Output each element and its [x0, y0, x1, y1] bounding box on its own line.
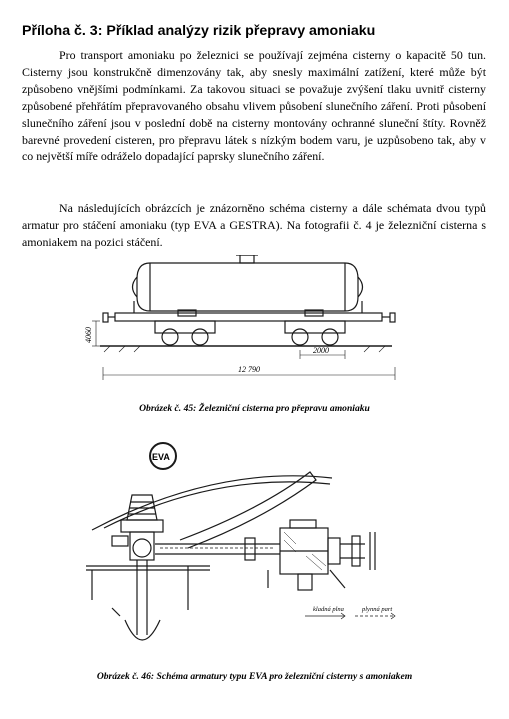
flow-label-gas: plynná part	[362, 606, 393, 613]
figure-46-caption: Obrázek č. 46: Schéma armatury typu EVA pro železniční cisterny s amoniakem	[96, 671, 413, 682]
eva-logo-text: EVA	[152, 452, 170, 462]
figure-45-caption: Obrázek č. 45: Železniční cisterna pro přepravu amoniaku	[139, 403, 370, 414]
paragraph-1: Pro transport amoniaku po železnici se používají zejména cisterny o kapacitě 50 tun. Cisterny jsou konstrukčně dimenzovány tak, aby snesly maximální zatížení, které může být způsobeno vnějšími podmínkami. Za takovou situaci se považuje zvýšení tlaku uvnitř cisterny způsobené přehřátím přepravovaného obsahu vlivem působení slunečního záření. Proti působení slunečního záření jsou v poslední době na cisterny montovány ochranné sluneční štíty. Rovněž barevné provedení cisteren, pro přepravu látek s nízkým bodem varu, je uzpůsobeno tak, aby v co největší míře odráželo dopadající paprsky slunečního záření.	[22, 48, 486, 164]
flow-label-liquid: kladná plna	[313, 606, 344, 613]
height-dimension: 4060	[84, 327, 93, 343]
paragraph-2: Na následujících obrázcích je znázorněno schéma cisterny a dále schémata dvou typů armatur pro stáčení amoniaku (typ EVA a GESTRA). Na fotografii č. 4 je železniční cisterna s amoniakem na pozici stáčení.	[22, 201, 486, 249]
tank-shell	[104, 482, 330, 528]
page-title: Příloha č. 3: Příklad analýzy rizik přepravy amoniaku	[22, 23, 376, 39]
tank-body	[137, 263, 358, 311]
underframe	[115, 313, 382, 321]
length-dimension: 12 790	[238, 365, 260, 374]
eva-valve-schematic	[0, 420, 509, 670]
tank-car-drawing	[0, 255, 509, 400]
bogie-dimension: 2000	[313, 346, 329, 355]
